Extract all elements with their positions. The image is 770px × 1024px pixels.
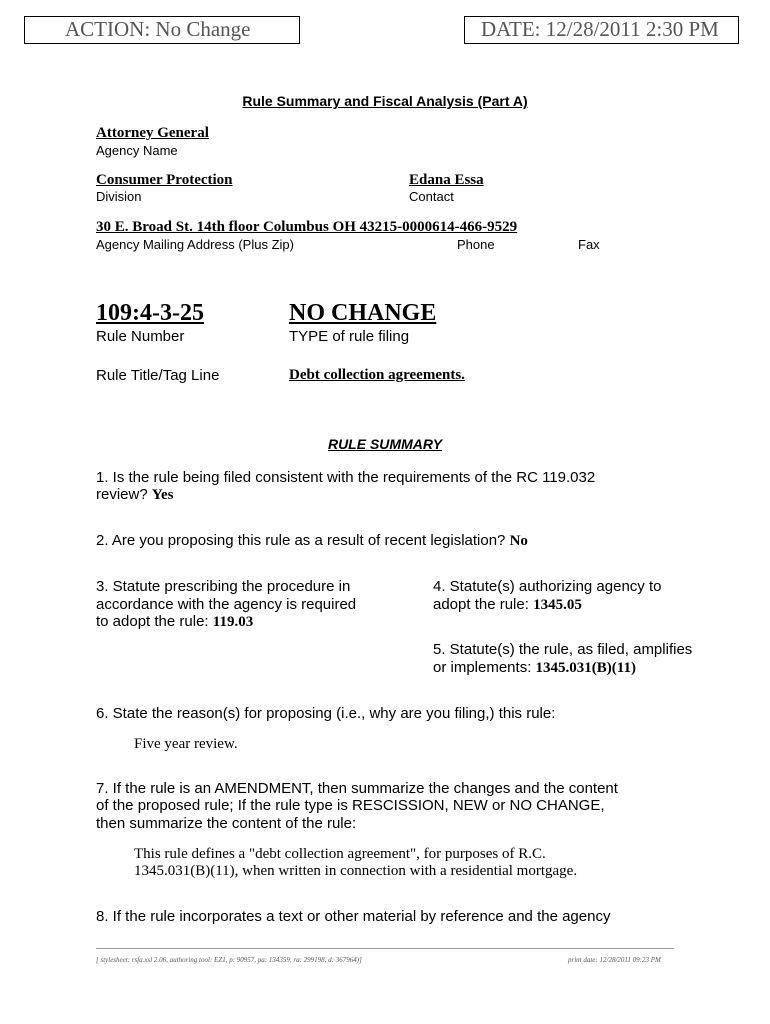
q1-line1: 1. Is the rule being filed consistent with the requirements of the RC 119.032	[96, 469, 596, 486]
action-text: ACTION: No Change	[65, 17, 251, 41]
agency-name: Attorney General	[96, 125, 209, 141]
rule-summary-heading: RULE SUMMARY	[327, 436, 443, 452]
q7-line1: 7. If the rule is an AMENDMENT, then summarize the changes and the content	[96, 780, 618, 797]
q7-line2: of the proposed rule; If the rule type is RESCISSION, NEW or NO CHANGE,	[96, 797, 605, 814]
q5-line2	[433, 659, 636, 677]
rule-number-label: Rule Number	[96, 328, 185, 345]
footer-print-date: print date: 12/28/2011 09:23 PM	[568, 956, 661, 964]
q5-answer: 1345.031(B)(11)	[535, 660, 636, 676]
q1-line2	[96, 486, 174, 504]
rule-number: 109:4-3-25	[96, 300, 204, 326]
division-value: Consumer Protection	[96, 172, 233, 188]
footer-stylesheet-info: [ stylesheet: rsfa.xsl 2.06, authoring tool: EZ1, p: 90957, pa: 134359, ra: 299198, d: 367964)]	[96, 956, 362, 964]
q4-line1: 4. Statute(s) authorizing agency to	[433, 578, 662, 595]
q5-question: or implements:	[433, 659, 532, 676]
q7-line3: then summarize the content of the rule:	[96, 815, 357, 832]
q5-line1: 5. Statute(s) the rule, as filed, amplifies	[433, 641, 693, 658]
q6-answer: Five year review.	[134, 736, 238, 752]
q3-line1: 3. Statute prescribing the procedure in	[96, 578, 351, 595]
date-text: DATE: 12/28/2011 2:30 PM	[481, 17, 719, 41]
q1-question: review?	[96, 486, 148, 503]
q4-line2	[433, 596, 582, 614]
q2-question: 2. Are you proposing this rule as a result of recent legislation?	[96, 532, 506, 549]
q8-question: 8. If the rule incorporates a text or other material by reference and the agency	[96, 908, 611, 925]
action-box	[24, 16, 300, 44]
phone-label: Phone	[457, 237, 495, 252]
q3-line2: accordance with the agency is required	[96, 596, 357, 613]
q2-answer: No	[509, 533, 528, 549]
address-label: Agency Mailing Address (Plus Zip)	[96, 237, 294, 252]
q4-answer: 1345.05	[533, 597, 582, 613]
q2-line	[96, 532, 528, 550]
rule-title-label: Rule Title/Tag Line	[96, 367, 220, 384]
q7-answer-line2: 1345.031(B)(11), when written in connection with a residential mortgage.	[134, 863, 578, 879]
q3-question: to adopt the rule:	[96, 613, 209, 630]
address-value: 30 E. Broad St. 14th floor Columbus OH 43215-0000614-466-9529	[96, 219, 518, 235]
q4-question: adopt the rule:	[433, 596, 529, 613]
doc-title: Rule Summary and Fiscal Analysis (Part A)	[242, 93, 528, 109]
rule-title: Debt collection agreements.	[289, 367, 465, 383]
q1-answer: Yes	[151, 487, 174, 503]
contact-label: Contact	[409, 189, 454, 204]
q3-answer: 119.03	[212, 614, 254, 630]
division-label: Division	[96, 189, 142, 204]
fax-label: Fax	[578, 237, 600, 252]
q6-question: 6. State the reason(s) for proposing (i.e., why are you filing,) this rule:	[96, 705, 556, 722]
q7-answer-line1: This rule defines a "debt collection agreement", for purposes of R.C.	[134, 846, 546, 862]
rule-type-label: TYPE of rule filing	[289, 328, 410, 345]
date-box	[464, 16, 739, 44]
rule-type: NO CHANGE	[289, 300, 437, 326]
footer-divider	[96, 948, 674, 949]
contact-value: Edana Essa	[409, 172, 484, 188]
agency-name-label: Agency Name	[96, 143, 178, 158]
q3-line3	[96, 613, 253, 631]
